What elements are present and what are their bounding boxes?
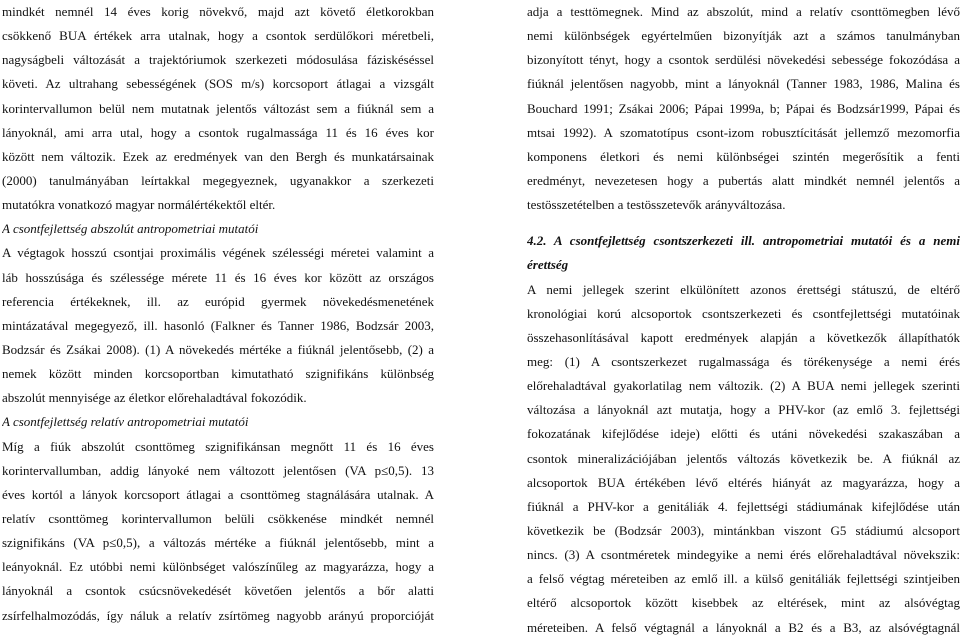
text-line: relatív csonttömeg korintervallumon belüli csökkenése mindkét nemnél	[2, 510, 434, 526]
text-line: fiúknál a PHV-kor a genitáliák 4. fejlettségi stádiumának kifejlődése után	[527, 498, 960, 514]
text-line: (2000) tanulmányában leírtakkal megegyeznek, ugyanakkor a szerkezeti	[2, 172, 434, 188]
section-heading: érettség	[527, 257, 569, 273]
text-line: referencia értékeknek, ill. az európid gyermek növekedésmenetének	[2, 293, 434, 309]
text-line: bizonyított tényt, hogy a csontok serdülési növekedési sebessége fokozódása a	[527, 52, 960, 68]
text-line: változása a lányoknál azt mutatja, hogy a PHV-kor (az emlő 3. fejlettségi	[527, 402, 960, 418]
text-line: testösszetételben a testösszetevők arányváltozása.	[527, 197, 786, 213]
text-line: láb hosszúsága és szélessége mérete 11 és 16 éves kor között az országos	[2, 269, 434, 285]
text-line: komponens életkori és nemi különbségei szintén megerősítik a fenti	[527, 148, 960, 164]
text-line: mintázatával megegyező, ill. hasonló (Falkner és Tanner 1986, Bodzsár 2003,	[2, 317, 434, 333]
text-line: éves kortól a lányok korcsoport átlagai a csonttömeg stagnálására utalnak. A	[2, 486, 434, 502]
text-line: fokozatának kifejlődése ideje) előtti és utáni növekedési szakaszában a	[527, 426, 960, 442]
text-line: mutatókra vonatkozó magyar normálértékektől eltér.	[2, 197, 276, 213]
text-line: következik be (Bodzsár 2003), mintánkban viszont G5 stádiumú alcsoport	[527, 522, 960, 538]
text-line: abszolút mennyisége az életkor előrehaladtával fokozódik.	[2, 390, 307, 406]
text-line: nincs. (3) A csontméretek mindegyike a nemi érés előrehaladtával növekszik:	[527, 547, 960, 563]
text-line: méreteiben. A felső végtagnál a lányoknál a B2 és a B3, az alsóvégtagnál	[527, 619, 960, 635]
text-line: korintervallumon belül nem mutatnak jelentős változást sem a fiúknál sem a	[2, 100, 434, 116]
text-line: nemi különbségek egyértelműen bizonyítják azt a számos tanulmányban	[527, 28, 960, 44]
text-line: A nemi jellegek szerint elkülönített azonos érettségi státuszú, de eltérő	[527, 281, 960, 297]
text-line: lányoknál, ami arra utal, hogy a csontok rugalmassága 11 és 16 éves kor	[2, 124, 434, 140]
text-line: összehasonlításával kapott eredmények alapján a következők állapíthatók	[527, 329, 960, 345]
text-line: mtsai 1992). A szomatotípus csont-izom robusztícitását jellemző mezomorfia	[527, 124, 960, 140]
text-line: nagyságbeli változását a trajektóriumok szerkezeti módosulása fáziskéséssel	[2, 52, 434, 68]
text-line: a felső végtag méreteiben az emlő ill. a külső genitáliák fejlettségi szintjeiben	[527, 571, 960, 587]
paragraph-gap	[527, 217, 960, 229]
text-line: fiúknál jelentősen nagyobb, mint a lányoknál (Tanner 1983, 1986, Malina és	[527, 76, 960, 92]
text-line: A végtagok hosszú csontjai proximális végének szélességi méretei valamint a	[2, 245, 434, 261]
text-line: Míg a fiúk abszolút csonttömeg szignifikánsan megnőtt 11 és 16 éves	[2, 438, 434, 454]
text-line: Bouchard 1991; Zsákai 2006; Pápai 1999a, b; Pápai és Bodzsár1999, Pápai és	[527, 100, 960, 116]
text-line: lányoknál a csontok csúcsnövekedését követően jelentős a bőr alatti	[2, 583, 434, 599]
text-line: korintervallumban, addig lányoké nem változott jelentősen (VA p≤0,5). 13	[2, 462, 434, 478]
text-line: előrehaladtával gyakorlatilag nem változik. (2) A BUA nemi jellegek szerinti	[527, 378, 960, 394]
text-line: mindkét nemnél 14 éves korig növekvő, majd azt követő életkorokban	[2, 4, 434, 19]
text-line: csökkenő BUA értékek arra utalnak, hogy a csontok serdülőkori méretbeli,	[2, 28, 434, 44]
section-subheading: A csontfejlettség abszolút antropometriai mutatói	[2, 221, 259, 237]
text-line: követi. Az ultrahang sebességének (SOS m/s) korcsoport átlagai a vizsgált	[2, 76, 434, 92]
text-line: szignifikáns (VA p≤0,5), a változás mértéke a fiúknál jelentősebb, mint a	[2, 535, 434, 551]
left-text-column	[2, 0, 434, 628]
text-line: nemek között minden korcsoportban kimutatható szignifikáns különbség	[2, 366, 434, 382]
section-subheading: A csontfejlettség relatív antropometriai mutatói	[2, 414, 249, 430]
text-line: kronológiai korú alcsoportok csontszerkezeti és csontfejlettségi mutatóinak	[527, 305, 960, 321]
text-line: eltérő alcsoportok között kisebbek az eltérések, mint az alsóvégtag	[527, 595, 960, 611]
right-text-column	[527, 0, 960, 640]
text-line: leányoknál. Ez utóbbi nemi különbséget valószínűleg az magyarázza, hogy a	[2, 559, 434, 575]
text-line: csontok mineralizációjában jelentős változás következik be. A fiúknál az	[527, 450, 960, 466]
text-line: között nem változik. Ezek az eredmények van den Bergh és munkatársainak	[2, 148, 434, 164]
text-line: zsírfelhalmozódás, így náluk a relatív zsírtömeg nagyobb arányú proporcióját	[2, 607, 434, 623]
text-line: eredményt, nevezetesen hogy a pubertás alatt mindkét nemnél jelentős a	[527, 172, 960, 188]
text-line: Bodzsár és Zsákai 2008). (1) A növekedés mértéke a fiúknál jelentősebb, (2) a	[2, 341, 434, 357]
text-line: adja a testtömegnek. Mind az abszolút, mind a relatív csonttömegben lévő	[527, 4, 960, 19]
text-line: meg: (1) A csontszerkezet rugalmassága és törékenysége a nemi érés	[527, 353, 960, 369]
text-line: alcsoportok BUA értékében lévő eltérés hiányát az magyarázza, hogy a	[527, 474, 960, 490]
section-heading: 4.2. A csontfejlettség csontszerkezeti ill. antropometriai mutatói és a nemi	[527, 233, 960, 249]
